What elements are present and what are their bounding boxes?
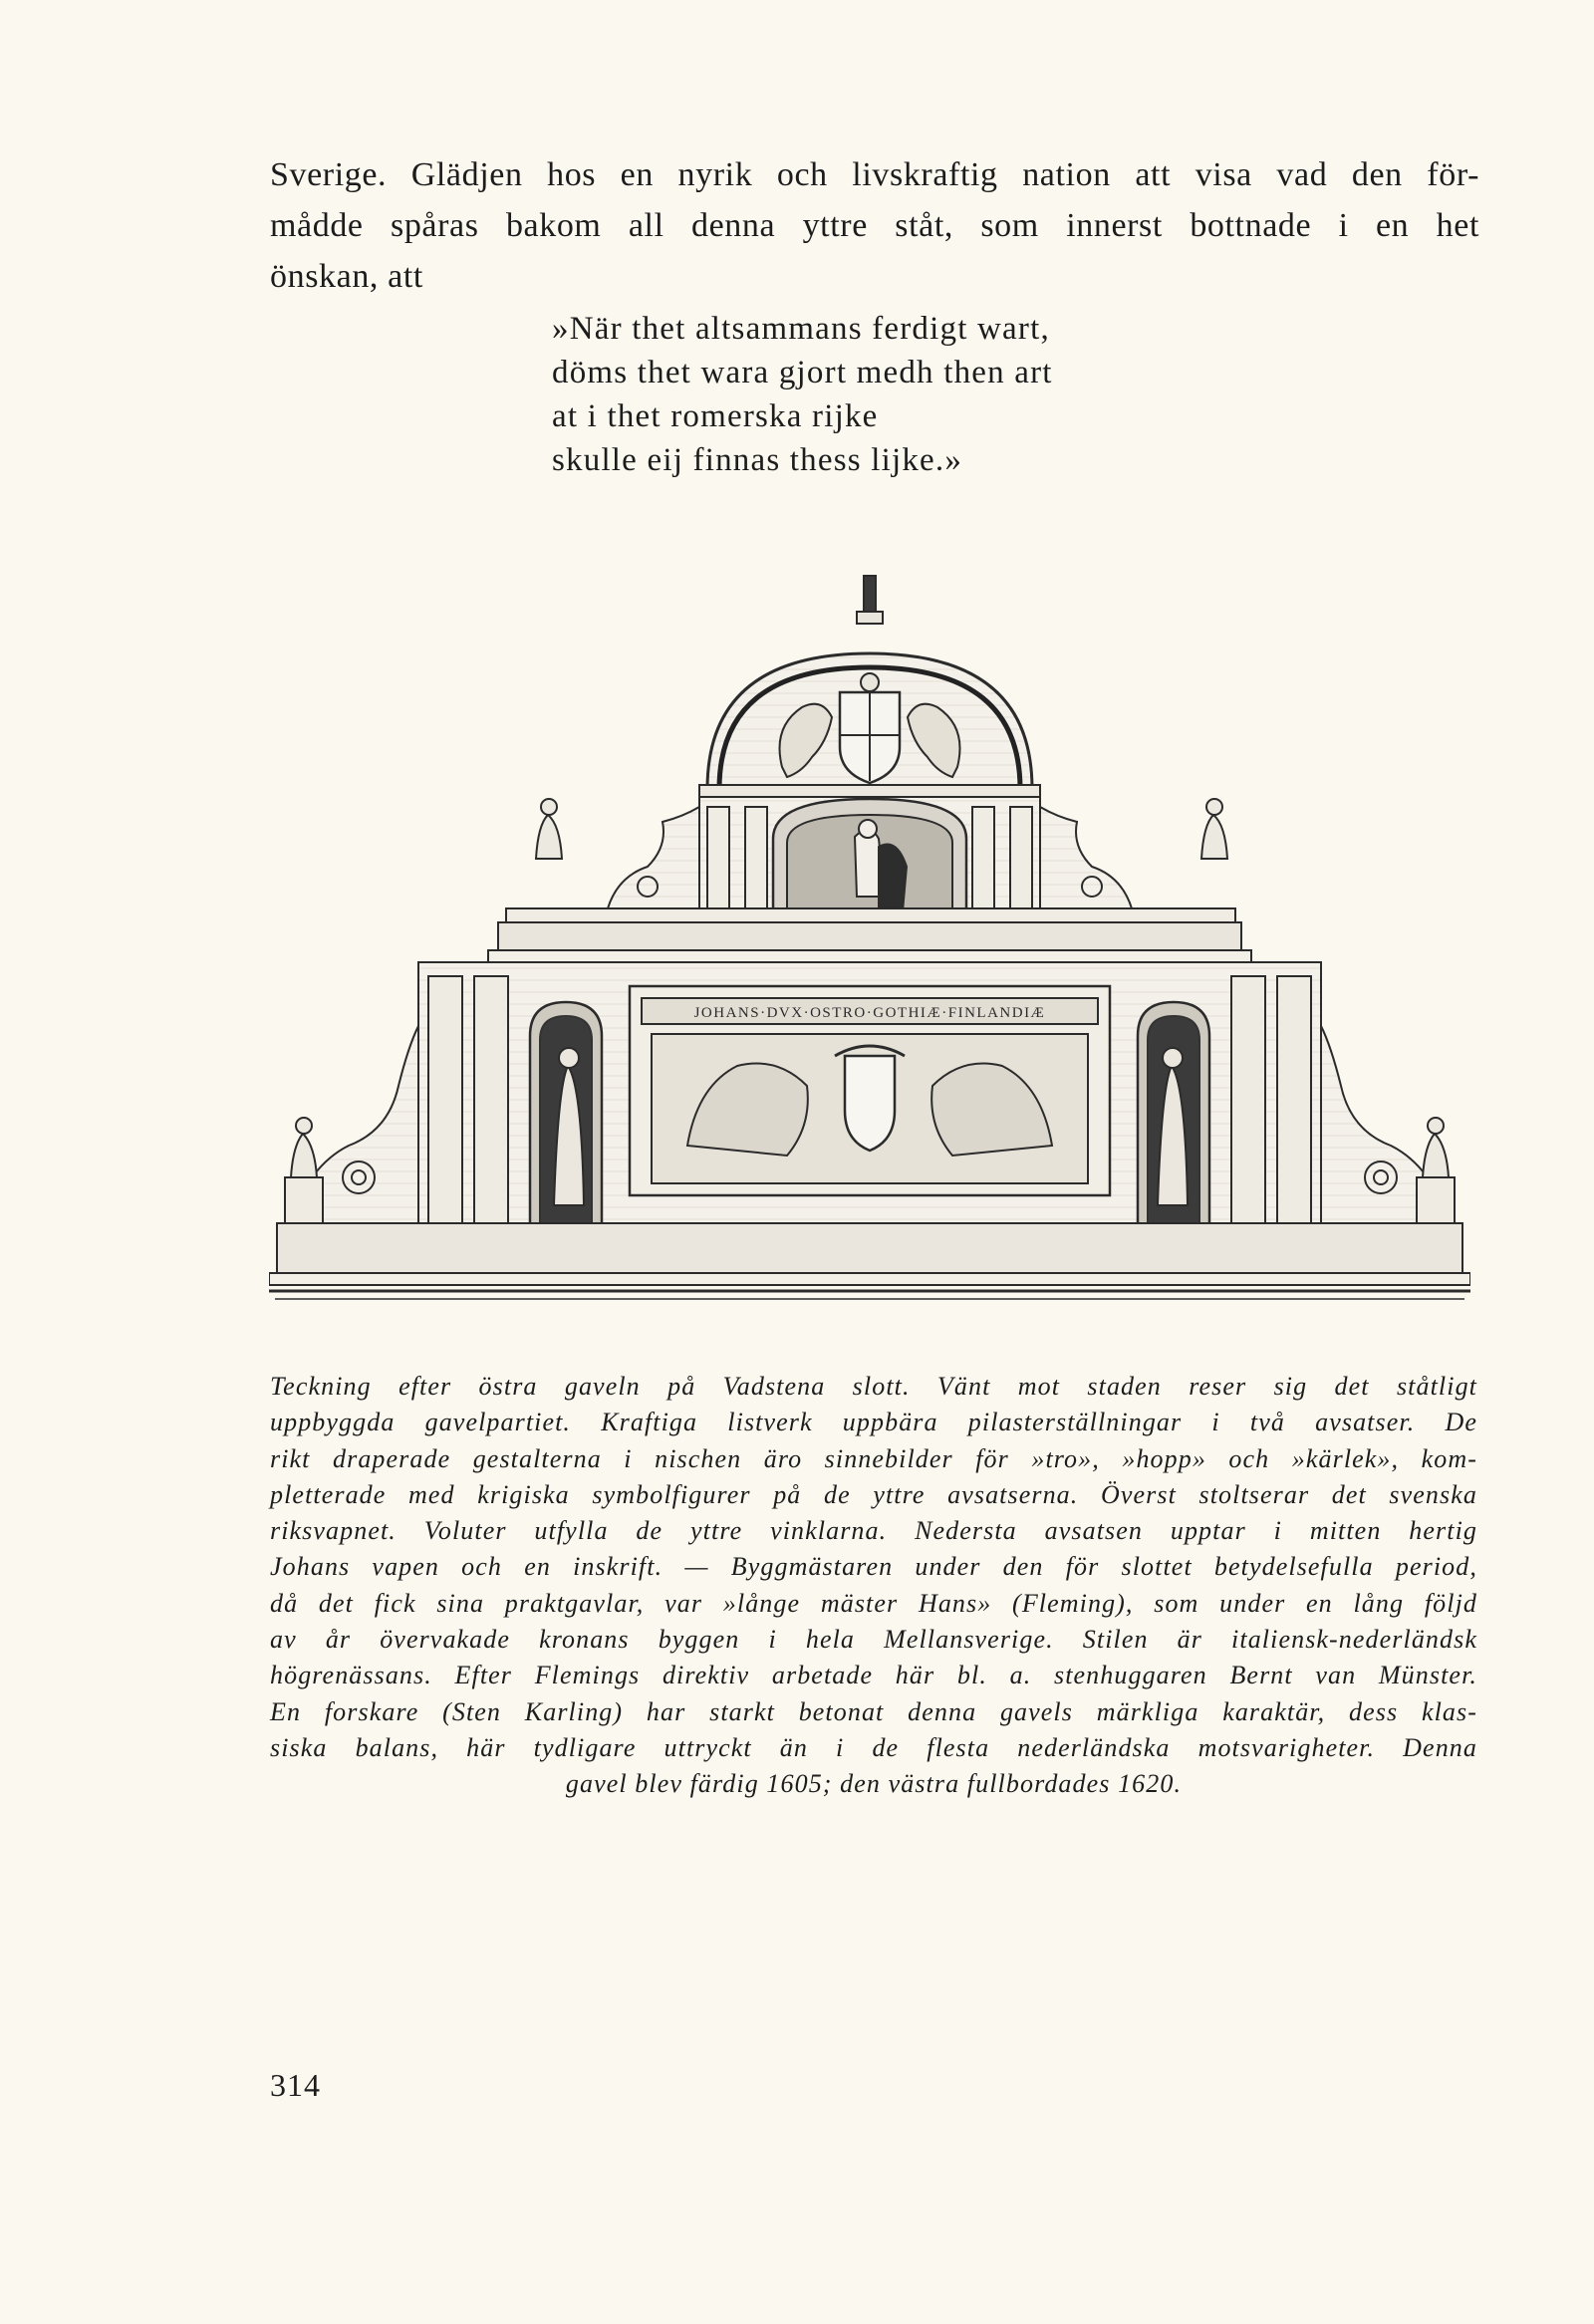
- body-line: Sverige. Glädjen hos en nyrik och livskraftig nation att visa vad den för-: [270, 156, 1479, 193]
- caption-line: rikt draperade gestalterna i nischen äro sinnebilder för »tro», »hopp» och »kärlek», kom-: [270, 1443, 1477, 1473]
- caption-line: av år övervakade kronans byggen i hela Mellansverige. Stilen är italiensk-nederländsk: [270, 1625, 1477, 1655]
- crest-arch: [699, 653, 1040, 797]
- caption-line: högrenässans. Efter Flemings direktiv arbetade här bl. a. stenhuggaren Bernt van Münster.: [270, 1661, 1477, 1690]
- verse-line: »När thet altsammans ferdigt wart,: [552, 311, 1050, 347]
- caption-line: uppbyggda gavelpartiet. Kraftiga listverk uppbära pilasterställningar i två avsatser. De: [270, 1408, 1477, 1437]
- statue-lower-left: [285, 1118, 323, 1223]
- body-line: mådde spåras bakom all denna yttre ståt, som innerst bottnade i en het: [270, 207, 1479, 244]
- figure-caption: [270, 1369, 1477, 1803]
- gable-drawing: [269, 568, 1470, 1350]
- body-line: önskan, att: [270, 258, 423, 295]
- caption-line: Teckning efter östra gaveln på Vadstena slott. Vänt mot staden reser sig det ståtligt: [270, 1372, 1477, 1401]
- gable-illustration: [269, 568, 1470, 1350]
- upper-cornice: [488, 908, 1251, 962]
- caption-line: då det fick sina praktgavlar, var »långe mäster Hans» (Fleming), som under en lång följd: [270, 1588, 1477, 1618]
- statue-upper-right: [1201, 799, 1227, 859]
- caption-line: Johans vapen och en inskrift. — Byggmästaren under den för slottet betydelsefulla period,: [270, 1552, 1477, 1582]
- caption-line: En forskare (Sten Karling) har starkt betonat denna gavels märkliga karaktär, dess klas-: [270, 1696, 1477, 1726]
- verse-quote: [552, 307, 1053, 482]
- base-cornice: [269, 1223, 1470, 1299]
- caption-line: pletterade med krigiska symbolfigurer på de yttre avsatserna. Överst stoltserar det svenska: [270, 1479, 1477, 1509]
- verse-line: skulle eij finnas thess lijke.»: [552, 442, 963, 478]
- inscription-band: JOHANS·DVX·OSTRO·GOTHIÆ·FINLANDIÆ: [693, 1005, 1046, 1021]
- statue-lower-right: [1417, 1118, 1455, 1223]
- finial: [857, 576, 883, 624]
- body-paragraph: [270, 149, 1479, 302]
- lower-tier: [289, 962, 1451, 1223]
- caption-line: gavel blev färdig 1605; den västra fullbordades 1620.: [565, 1769, 1183, 1799]
- verse-line: at i thet romerska rijke: [552, 398, 879, 434]
- page-number: 314: [270, 2067, 321, 2103]
- statue-upper-left: [536, 799, 562, 859]
- verse-line: döms thet wara gjort medh then art: [552, 355, 1053, 390]
- upper-tier: [608, 797, 1132, 911]
- caption-line: riksvapnet. Voluter utfylla de yttre vinklarna. Nedersta avsatsen upptar i mitten hertig: [270, 1516, 1477, 1546]
- caption-line: siska balans, här tydligare uttryckt än i de flesta nederländska motsvarigheter. Denna: [270, 1732, 1477, 1762]
